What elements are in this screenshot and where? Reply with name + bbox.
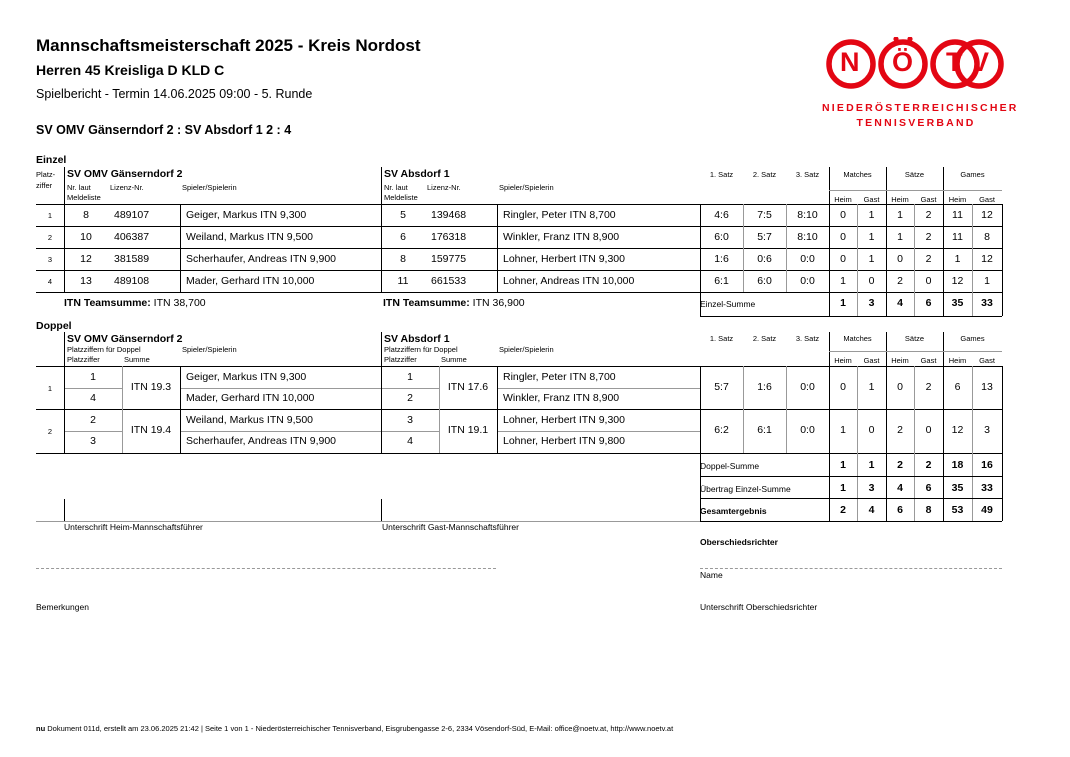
matches-away: 1 xyxy=(868,209,875,221)
sets-away: 0 xyxy=(925,275,932,287)
games-away: 12 xyxy=(981,253,993,265)
away-platzziffern-label: Platzziffern für Doppel xyxy=(384,345,458,354)
matches-away: 1 xyxy=(868,253,875,265)
away-player-name: Winkler, Franz ITN 8,900 xyxy=(503,231,620,243)
sets-away: 2 xyxy=(925,253,932,265)
total-sets-away: 8 xyxy=(925,504,932,516)
home-team-name: SV OMV Gänserndorf 2 xyxy=(67,168,183,180)
home-player-name: Scherhaufer, Andreas ITN 9,900 xyxy=(186,253,337,265)
section-einzel: Einzel xyxy=(36,154,67,166)
away-spieler-label: Spieler/Spielerin xyxy=(499,183,554,192)
set2-score: 1:6 xyxy=(757,381,772,393)
satz3-label: 3. Satz xyxy=(795,170,820,179)
home-itn-teamsum xyxy=(64,297,206,309)
saetze-label: Sätze xyxy=(904,334,925,343)
platzziffer-label-2: ziffer xyxy=(36,181,53,190)
itn-teamsum-label: ITN Teamsumme: xyxy=(383,297,470,309)
away-player-name: Lohner, Andreas ITN 10,000 xyxy=(503,275,635,287)
gast-label: Gast xyxy=(863,356,880,365)
home-player-2-name: Scherhaufer, Andreas ITN 9,900 xyxy=(186,435,337,447)
games-home: 12 xyxy=(951,275,964,287)
gast-label: Gast xyxy=(863,195,880,204)
games-away: 8 xyxy=(984,231,990,243)
doppel-summe-label: Doppel-Summe xyxy=(700,461,760,471)
set3-score: 8:10 xyxy=(797,231,818,243)
away-player-1-name: Lohner, Herbert ITN 9,300 xyxy=(503,414,625,426)
games-home: 12 xyxy=(951,424,964,436)
set1-score: 6:2 xyxy=(714,424,729,436)
heim-label: Heim xyxy=(948,356,967,365)
singles-sum-games-away: 33 xyxy=(981,297,993,309)
singles-sum-sets-home: 4 xyxy=(897,297,903,309)
sets-home: 0 xyxy=(897,253,903,265)
matches-label: Matches xyxy=(843,334,872,343)
singles-pos: 3 xyxy=(47,255,53,264)
home-player-nr: 12 xyxy=(80,253,92,265)
away-nr-label: Nr. laut xyxy=(384,183,408,192)
logo-letter-n: N xyxy=(840,47,860,77)
itn-teamsum-label: ITN Teamsumme: xyxy=(64,297,151,309)
set1-score: 4:6 xyxy=(714,209,729,221)
away-player-license: 139468 xyxy=(431,209,467,221)
home-player-license: 406387 xyxy=(114,231,150,243)
home-player-license: 381589 xyxy=(114,253,150,265)
singles-sum-matches-away: 3 xyxy=(868,297,875,309)
set3-score: 8:10 xyxy=(797,209,818,221)
away-platzziffer-2: 2 xyxy=(407,392,413,404)
platzziffer-label-1: Platz- xyxy=(36,170,56,179)
heim-label: Heim xyxy=(891,195,909,204)
match-result: SV OMV Gänserndorf 2 : SV Absdorf 1 2 : 4 xyxy=(36,123,292,137)
away-platzziffer-2: 4 xyxy=(407,435,413,447)
home-platzziffer-1: 1 xyxy=(90,371,96,383)
satz1-label: 1. Satz xyxy=(709,334,734,343)
matches-away: 0 xyxy=(868,275,875,287)
home-team-name: SV OMV Gänserndorf 2 xyxy=(67,333,183,345)
home-player-license: 489107 xyxy=(114,209,150,221)
home-nr-label: Nr. laut xyxy=(67,183,91,192)
away-player-nr: 8 xyxy=(400,253,406,265)
away-team-name: SV Absdorf 1 xyxy=(384,333,450,345)
total-matches-away: 4 xyxy=(868,504,875,516)
footer-brand: nu xyxy=(36,724,46,733)
games-away: 13 xyxy=(981,381,993,393)
games-home: 6 xyxy=(954,381,961,393)
report-info: Spielbericht - Termin 14.06.2025 09:00 - 5. Runde xyxy=(36,87,313,101)
matches-home: 0 xyxy=(840,253,846,265)
away-player-nr: 11 xyxy=(397,275,409,287)
doubles-sum-matches-home: 1 xyxy=(840,459,846,471)
heim-label: Heim xyxy=(834,195,852,204)
carry-sum-games-away: 33 xyxy=(981,482,993,494)
matches-home: 0 xyxy=(840,209,846,221)
total-sets-home: 6 xyxy=(897,504,903,516)
away-player-nr: 5 xyxy=(400,209,406,221)
set3-score: 0:0 xyxy=(800,424,815,436)
away-itn-value: ITN 36,900 xyxy=(472,297,525,309)
home-player-nr: 10 xyxy=(80,231,92,243)
gast-label: Gast xyxy=(920,195,937,204)
away-player-1-name: Ringler, Peter ITN 8,700 xyxy=(503,371,616,383)
set1-score: 1:6 xyxy=(714,253,729,265)
matches-home: 1 xyxy=(840,424,846,436)
home-player-nr: 8 xyxy=(83,209,89,221)
matches-home: 0 xyxy=(840,231,846,243)
sets-home: 2 xyxy=(897,424,903,436)
sets-home: 0 xyxy=(897,381,903,393)
uebertrag-label: Übertrag Einzel-Summe xyxy=(700,484,791,494)
set1-score: 5:7 xyxy=(714,381,729,393)
away-player-license: 661533 xyxy=(431,275,467,287)
logo-letter-oe: Ö xyxy=(892,47,914,77)
doubles-pos: 2 xyxy=(47,427,53,436)
page-title: Mannschaftsmeisterschaft 2025 - Kreis Nordost xyxy=(36,36,421,55)
games-away: 12 xyxy=(981,209,993,221)
home-player-2-name: Mader, Gerhard ITN 10,000 xyxy=(186,392,315,404)
home-platzziffern-label: Platzziffern für Doppel xyxy=(67,345,141,354)
away-player-name: Lohner, Herbert ITN 9,300 xyxy=(503,253,625,265)
satz2-label: 2. Satz xyxy=(752,170,777,179)
einzel-summe-label: Einzel-Summe xyxy=(700,299,756,309)
matches-home: 1 xyxy=(840,275,846,287)
gesamt-label: Gesamtergebnis xyxy=(700,506,767,516)
games-label: Games xyxy=(960,334,985,343)
home-spieler-label: Spieler/Spielerin xyxy=(182,345,237,354)
set3-score: 0:0 xyxy=(800,253,815,265)
carry-sum-games-home: 35 xyxy=(951,482,964,494)
home-platzziffer-2: 4 xyxy=(90,392,96,404)
sets-away: 0 xyxy=(925,424,932,436)
set2-score: 7:5 xyxy=(757,209,772,221)
signature-home-label: Unterschrift Heim-Mannschaftsführer xyxy=(64,522,203,532)
matches-label: Matches xyxy=(843,170,872,179)
set3-score: 0:0 xyxy=(800,381,815,393)
singles-pos: 1 xyxy=(47,211,53,220)
away-player-license: 176318 xyxy=(431,231,467,243)
set2-score: 6:0 xyxy=(757,275,772,287)
games-away: 3 xyxy=(984,424,990,436)
set1-score: 6:0 xyxy=(714,231,729,243)
section-doppel: Doppel xyxy=(36,320,72,332)
set3-score: 0:0 xyxy=(800,275,815,287)
sets-home: 1 xyxy=(897,209,903,221)
bemerkungen-label: Bemerkungen xyxy=(36,602,89,612)
league-name: Herren 45 Kreisliga D KLD C xyxy=(36,62,225,78)
carry-sum-sets-away: 6 xyxy=(925,482,932,494)
matches-away: 0 xyxy=(868,424,875,436)
logo-text-line1: NIEDERÖSTERREICHISCHER xyxy=(822,102,1019,114)
singles-sum-matches-home: 1 xyxy=(840,297,846,309)
home-player-nr: 13 xyxy=(80,275,92,287)
home-itn-value: ITN 38,700 xyxy=(153,297,206,309)
carry-sum-sets-home: 4 xyxy=(897,482,903,494)
home-summe-label: Summe xyxy=(124,355,150,364)
away-itn-sum: ITN 17.6 xyxy=(447,381,489,393)
total-matches-home: 2 xyxy=(840,504,846,516)
heim-label: Heim xyxy=(948,195,967,204)
heim-label: Heim xyxy=(891,356,909,365)
doubles-sum-matches-away: 1 xyxy=(868,459,875,471)
noetv-logo xyxy=(822,37,1019,132)
home-player-1-name: Weiland, Markus ITN 9,500 xyxy=(186,414,314,426)
total-games-away: 49 xyxy=(981,504,993,516)
gast-label: Gast xyxy=(979,356,995,365)
games-label: Games xyxy=(960,170,985,179)
matches-away: 1 xyxy=(868,381,875,393)
satz3-label: 3. Satz xyxy=(795,334,820,343)
home-meldeliste-label: Meldeliste xyxy=(67,193,101,202)
signature-away-label: Unterschrift Gast-Mannschaftsführer xyxy=(382,522,519,532)
doubles-pos: 1 xyxy=(47,384,53,393)
away-player-name: Ringler, Peter ITN 8,700 xyxy=(503,209,616,221)
singles-sum-games-home: 35 xyxy=(951,297,964,309)
away-lizenz-label: Lizenz-Nr. xyxy=(427,183,461,192)
away-itn-teamsum xyxy=(383,297,525,309)
gast-label: Gast xyxy=(979,195,995,204)
oberschiedsrichter-label: Oberschiedsrichter xyxy=(700,537,778,547)
away-platzziffer-label: Platzziffer xyxy=(384,355,417,364)
logo-text-line2: TENNISVERBAND xyxy=(856,117,976,129)
set2-score: 0:6 xyxy=(757,253,772,265)
heim-label: Heim xyxy=(834,356,852,365)
sets-away: 2 xyxy=(925,381,932,393)
saetze-label: Sätze xyxy=(904,170,925,179)
away-player-2-name: Winkler, Franz ITN 8,900 xyxy=(503,392,620,404)
home-spieler-label: Spieler/Spielerin xyxy=(182,183,237,192)
home-player-license: 489108 xyxy=(114,275,150,287)
name-label: Name xyxy=(700,570,723,580)
singles-pos: 2 xyxy=(47,233,53,242)
set2-score: 5:7 xyxy=(757,231,772,243)
singles-sum-sets-away: 6 xyxy=(925,297,932,309)
carry-sum-matches-home: 1 xyxy=(840,482,846,494)
gast-label: Gast xyxy=(920,356,937,365)
games-home: 1 xyxy=(954,253,961,265)
home-player-name: Weiland, Markus ITN 9,500 xyxy=(186,231,314,243)
sets-home: 2 xyxy=(897,275,903,287)
away-meldeliste-label: Meldeliste xyxy=(384,193,418,202)
doubles-sum-sets-away: 2 xyxy=(925,459,932,471)
home-lizenz-label: Lizenz-Nr. xyxy=(110,183,144,192)
home-player-name: Geiger, Markus ITN 9,300 xyxy=(186,209,307,221)
matches-home: 0 xyxy=(840,381,846,393)
doubles-sum-games-away: 16 xyxy=(981,459,993,471)
home-itn-sum: ITN 19.3 xyxy=(130,381,172,393)
sets-home: 1 xyxy=(897,231,903,243)
carry-sum-matches-away: 3 xyxy=(868,482,875,494)
set2-score: 6:1 xyxy=(757,424,772,436)
away-team-name: SV Absdorf 1 xyxy=(384,168,450,180)
away-itn-sum: ITN 19.1 xyxy=(447,424,489,436)
satz2-label: 2. Satz xyxy=(752,334,777,343)
total-games-home: 53 xyxy=(951,504,964,516)
footer xyxy=(36,724,673,733)
matches-away: 1 xyxy=(868,231,875,243)
sets-away: 2 xyxy=(925,209,932,221)
home-itn-sum: ITN 19.4 xyxy=(130,424,172,436)
logo-letter-v: V xyxy=(971,47,990,77)
singles-pos: 4 xyxy=(47,277,53,286)
away-player-nr: 6 xyxy=(400,231,406,243)
home-platzziffer-label: Platzziffer xyxy=(67,355,100,364)
away-platzziffer-1: 3 xyxy=(407,414,413,426)
games-home: 11 xyxy=(952,209,963,221)
games-away: 1 xyxy=(984,275,990,287)
home-platzziffer-1: 2 xyxy=(90,414,96,426)
games-home: 11 xyxy=(952,231,963,243)
away-platzziffer-1: 1 xyxy=(407,371,413,383)
footer-text: Dokument 011d, erstellt am 23.06.2025 21:42 | Seite 1 von 1 - Niederösterreichischer Tennisverband, Eisgrubengasse 2-6, 2334 Vösendorf-Süd, E-Mail: office@noetv.at, http://www.noetv.at xyxy=(47,724,674,733)
logo-letter-t: T xyxy=(946,47,963,77)
set1-score: 6:1 xyxy=(714,275,729,287)
home-player-name: Mader, Gerhard ITN 10,000 xyxy=(186,275,315,287)
away-spieler-label: Spieler/Spielerin xyxy=(499,345,554,354)
home-platzziffer-2: 3 xyxy=(90,435,96,447)
away-player-license: 159775 xyxy=(431,253,467,265)
home-player-1-name: Geiger, Markus ITN 9,300 xyxy=(186,371,307,383)
doubles-sum-sets-home: 2 xyxy=(897,459,903,471)
sets-away: 2 xyxy=(925,231,932,243)
signature-osr-label: Unterschrift Oberschiedsrichter xyxy=(700,602,818,612)
away-player-2-name: Lohner, Herbert ITN 9,800 xyxy=(503,435,625,447)
away-summe-label: Summe xyxy=(441,355,467,364)
satz1-label: 1. Satz xyxy=(709,170,734,179)
doubles-sum-games-home: 18 xyxy=(951,459,964,471)
